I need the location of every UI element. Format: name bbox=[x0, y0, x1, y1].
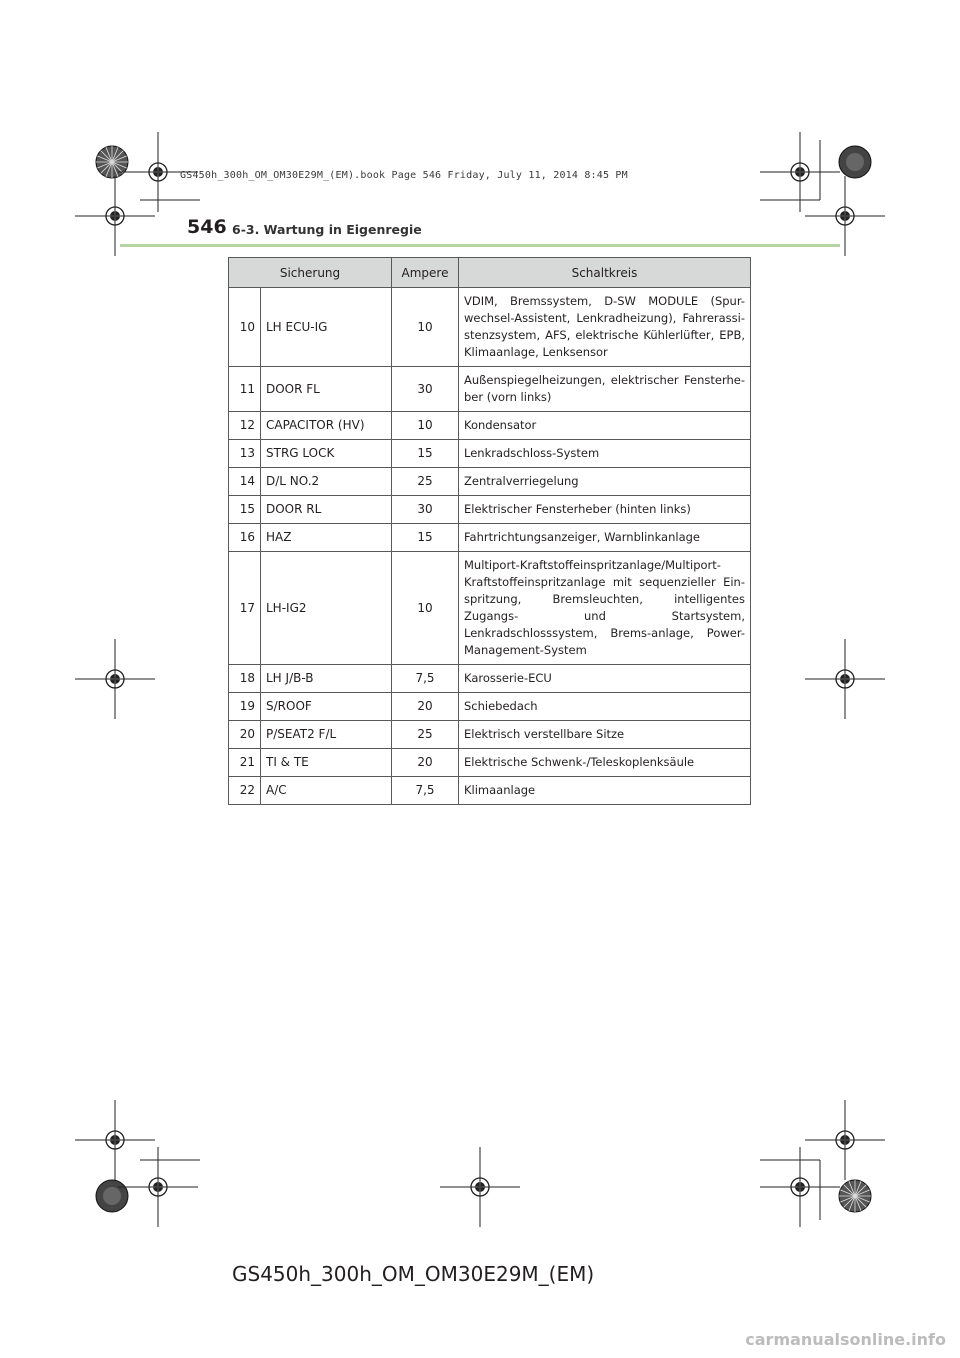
table-body bbox=[229, 288, 751, 805]
table-header-row bbox=[229, 258, 751, 288]
column-header-sicherung: Sicherung bbox=[229, 258, 392, 288]
fuse-name: S/ROOF bbox=[261, 693, 392, 721]
fuse-ampere: 20 bbox=[392, 749, 459, 777]
fuse-number: 18 bbox=[229, 665, 261, 693]
table-row bbox=[229, 693, 751, 721]
footer-model-code: GS450h_300h_OM_OM30E29M_(EM) bbox=[232, 1262, 595, 1286]
fuse-name: LH ECU-IG bbox=[261, 288, 392, 367]
fuse-number: 14 bbox=[229, 468, 261, 496]
fuse-name: DOOR RL bbox=[261, 496, 392, 524]
table-row bbox=[229, 749, 751, 777]
fuse-circuit: Elektrischer Fensterheber (hinten links) bbox=[459, 496, 751, 524]
dot-mark-top-right bbox=[839, 146, 871, 178]
dot-mark-bottom-left bbox=[96, 1180, 128, 1212]
fuse-name: LH-IG2 bbox=[261, 552, 392, 665]
table-row bbox=[229, 412, 751, 440]
fuse-name: STRG LOCK bbox=[261, 440, 392, 468]
fuse-name: CAPACITOR (HV) bbox=[261, 412, 392, 440]
fuse-number: 19 bbox=[229, 693, 261, 721]
fuse-table bbox=[228, 257, 751, 805]
crosshair-mark bbox=[440, 1147, 520, 1227]
fuse-ampere: 30 bbox=[392, 367, 459, 412]
fuse-number: 15 bbox=[229, 496, 261, 524]
fuse-ampere: 30 bbox=[392, 496, 459, 524]
fuse-ampere: 10 bbox=[392, 288, 459, 367]
fuse-ampere: 25 bbox=[392, 721, 459, 749]
table-row bbox=[229, 468, 751, 496]
fuse-number: 17 bbox=[229, 552, 261, 665]
crosshair-mark bbox=[805, 639, 885, 719]
fuse-number: 12 bbox=[229, 412, 261, 440]
table-row bbox=[229, 367, 751, 412]
star-mark-top-left bbox=[96, 146, 128, 178]
fuse-ampere: 10 bbox=[392, 552, 459, 665]
fuse-number: 11 bbox=[229, 367, 261, 412]
fuse-ampere: 20 bbox=[392, 693, 459, 721]
fuse-number: 22 bbox=[229, 777, 261, 805]
section-title: 6-3. Wartung in Eigenregie bbox=[232, 222, 422, 237]
fuse-number: 21 bbox=[229, 749, 261, 777]
fuse-name: LH J/B-B bbox=[261, 665, 392, 693]
table-row bbox=[229, 440, 751, 468]
fuse-name: DOOR FL bbox=[261, 367, 392, 412]
fuse-number: 10 bbox=[229, 288, 261, 367]
fuse-circuit: Fahrtrichtungsanzeiger, Warnblinkanlage bbox=[459, 524, 751, 552]
fuse-ampere: 10 bbox=[392, 412, 459, 440]
fuse-name: TI & TE bbox=[261, 749, 392, 777]
fuse-circuit: Multiport-Kraftstoffeinspritzanlage/Multiport-Kraftstoffeinspritzanlage mit sequenzieller Ein-spritzung, Bremsleuchten, intelligentes Zugangs- und Startsystem, Lenkradschlosssystem, Brems-anlage, Power-Management-System bbox=[459, 552, 751, 665]
fuse-name: D/L NO.2 bbox=[261, 468, 392, 496]
header-rule bbox=[120, 244, 840, 247]
table-row bbox=[229, 552, 751, 665]
fuse-ampere: 7,5 bbox=[392, 665, 459, 693]
fuse-name: A/C bbox=[261, 777, 392, 805]
column-header-schaltkreis: Schaltkreis bbox=[459, 258, 751, 288]
column-header-ampere: Ampere bbox=[392, 258, 459, 288]
fuse-circuit: Lenkradschloss-System bbox=[459, 440, 751, 468]
fuse-number: 13 bbox=[229, 440, 261, 468]
crosshair-mark bbox=[75, 639, 155, 719]
page-number: 546 bbox=[187, 216, 227, 238]
fuse-circuit: Klimaanlage bbox=[459, 777, 751, 805]
fuse-circuit: Außenspiegelheizungen, elektrischer Fensterhe-ber (vorn links) bbox=[459, 367, 751, 412]
table-row bbox=[229, 665, 751, 693]
watermark[interactable]: carmanualsonline.info bbox=[745, 1330, 946, 1349]
fuse-name: HAZ bbox=[261, 524, 392, 552]
fuse-circuit: Karosserie-ECU bbox=[459, 665, 751, 693]
fuse-ampere: 15 bbox=[392, 440, 459, 468]
crosshair-mark bbox=[75, 1100, 155, 1180]
table-row bbox=[229, 524, 751, 552]
table-row bbox=[229, 496, 751, 524]
crosshair-mark bbox=[760, 1147, 840, 1227]
star-mark-bottom-right bbox=[839, 1180, 871, 1212]
fuse-ampere: 15 bbox=[392, 524, 459, 552]
fuse-circuit: Kondensator bbox=[459, 412, 751, 440]
fuse-circuit: Elektrisch verstellbare Sitze bbox=[459, 721, 751, 749]
table-row bbox=[229, 721, 751, 749]
fuse-circuit: VDIM, Bremssystem, D-SW MODULE (Spur-wechsel-Assistent, Lenkradheizung), Fahrerassi-stenzsystem, AFS, elektrische Kühlerlüfter, EPB, Klimaanlage, Lenksensor bbox=[459, 288, 751, 367]
fuse-circuit: Elektrische Schwenk-/Teleskoplenksäule bbox=[459, 749, 751, 777]
fuse-name: P/SEAT2 F/L bbox=[261, 721, 392, 749]
fuse-number: 20 bbox=[229, 721, 261, 749]
fuse-ampere: 25 bbox=[392, 468, 459, 496]
fuse-circuit: Zentralverriegelung bbox=[459, 468, 751, 496]
fuse-number: 16 bbox=[229, 524, 261, 552]
fuse-ampere: 7,5 bbox=[392, 777, 459, 805]
table-row bbox=[229, 777, 751, 805]
table-row bbox=[229, 288, 751, 367]
fuse-circuit: Schiebedach bbox=[459, 693, 751, 721]
print-slug: GS450h_300h_OM_OM30E29M_(EM).book Page 546 Friday, July 11, 2014 8:45 PM bbox=[180, 170, 628, 181]
crosshair-mark bbox=[805, 1100, 885, 1180]
